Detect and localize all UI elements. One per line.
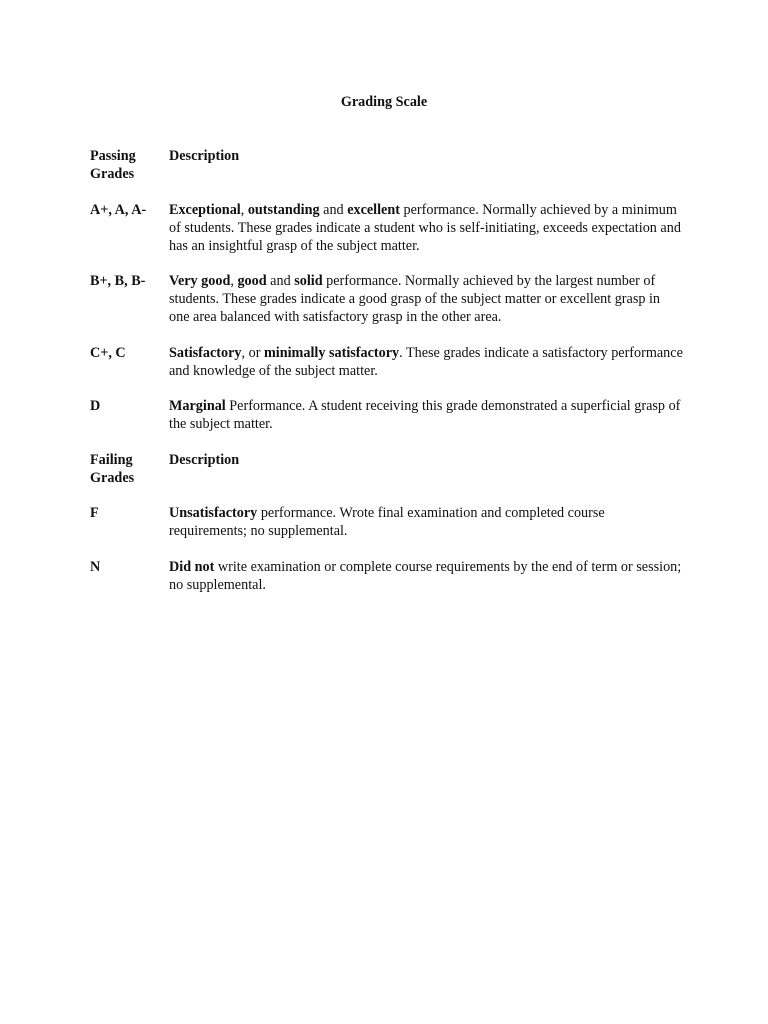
passing-description-label: Description [169,148,240,164]
bold-term: Exceptional [169,202,241,218]
grade-description [169,344,684,380]
failing-description-label: Description [169,452,240,468]
grade-label: B+, B, B- [90,273,146,289]
bold-term: excellent [347,202,400,218]
bold-term: Unsatisfactory [169,505,258,521]
grade-label: N [90,559,101,575]
description-text: performance. Wrote final examination and completed course requirements; no supplemental. [169,505,605,539]
bold-term: Very good [169,273,231,289]
bold-term: outstanding [247,202,320,218]
description-text: , or [241,345,264,361]
grade-description [169,272,684,326]
grade-description [169,558,684,594]
bold-term: minimally satisfactory [263,345,400,361]
grade-description [169,504,684,540]
grade-label: C+, C [90,345,126,361]
bold-term: Did not [169,559,215,575]
description-text: Performance. A student receiving this grade demonstrated a superficial grasp of the subject matter. [169,398,681,432]
description-text: and [266,273,295,289]
grade-label: A+, A, A- [90,202,147,218]
description-text: and [319,202,348,218]
description-text: performance. Normally achieved by a minimum of students. These grades indicate a student who is self-initiating, exceeds expectation and has an insightful grasp of the subject matter. [169,202,681,254]
description-text: . These grades indicate a satisfactory performance and knowledge of the subject matter. [169,345,683,379]
description-text: performance. Normally achieved by the largest number of students. These grades indicate a good grasp of the subject matter or excellent grasp in one area balanced with satisfactory grasp in the other area. [169,273,661,325]
page-title: Grading Scale [340,94,428,110]
description-text: write examination or complete course requirements by the end of term or session; no supplemental. [169,559,682,593]
grade-description [169,397,684,433]
bold-term: good [237,273,267,289]
passing-grades-label: Passing Grades [90,148,136,182]
grade-label: F [90,505,99,521]
bold-term: Satisfactory [169,345,242,361]
description-text: , [230,273,238,289]
grade-label: D [90,398,101,414]
failing-grades-label: Failing Grades [90,452,135,486]
grade-description [169,201,684,255]
bold-term: Marginal [169,398,226,414]
bold-term: solid [294,273,323,289]
description-text: , [240,202,248,218]
